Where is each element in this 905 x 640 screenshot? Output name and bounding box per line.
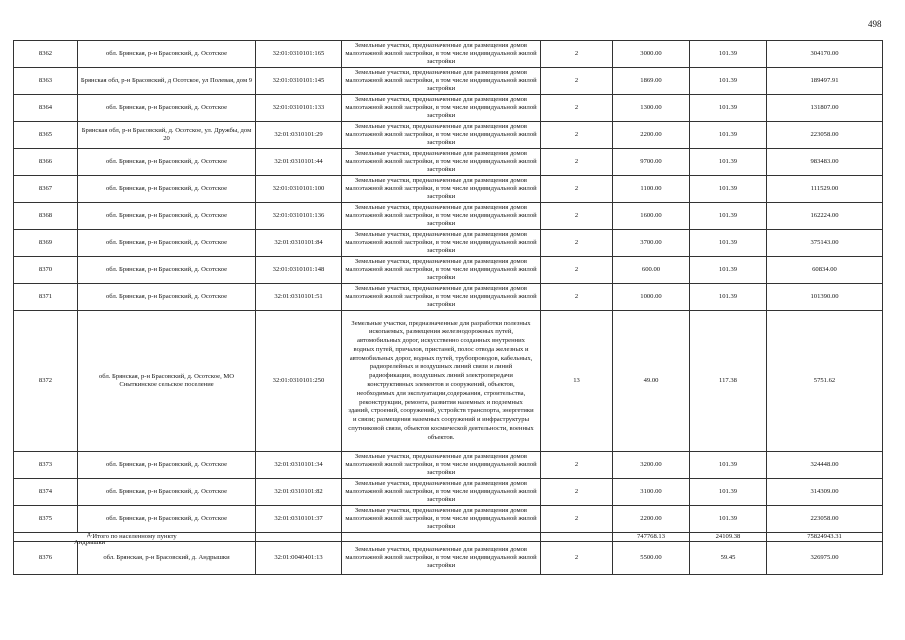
cadastral-value-cell: 5751.62 bbox=[767, 311, 883, 452]
rate-cell: 101.39 bbox=[690, 122, 767, 149]
area-cell: 3100.00 bbox=[613, 479, 690, 506]
land-use-cell: Земельные участки, предназначенные для размещения домов малоэтажной жилой застройки, в том числе индивидуальной жилой застройки bbox=[342, 542, 541, 575]
land-use-cell: Земельные участки, предназначенные для размещения домов малоэтажной жилой застройки, в том числе индивидуальной жилой застройки bbox=[342, 41, 541, 68]
area-cell: 600.00 bbox=[613, 257, 690, 284]
cadastral-number-cell: 32:01:0310101:250 bbox=[256, 311, 342, 452]
cadastral-number-cell: 32:01:0310101:136 bbox=[256, 203, 342, 230]
total-rate-cell: 24109.38 bbox=[690, 533, 767, 542]
row-number-cell: 8370 bbox=[14, 257, 78, 284]
area-cell: 49.00 bbox=[613, 311, 690, 452]
area-cell: 1300.00 bbox=[613, 95, 690, 122]
address-cell: обл. Брянская, р-н Брасовский, д. Осотское bbox=[78, 149, 256, 176]
rate-cell: 101.39 bbox=[690, 506, 767, 533]
table-row bbox=[14, 230, 883, 257]
land-use-cell: Земельные участки, предназначенные для размещения домов малоэтажной жилой застройки, в том числе индивидуальной жилой застройки bbox=[342, 149, 541, 176]
row-number-cell: 8369 bbox=[14, 230, 78, 257]
land-use-cell: Земельные участки, предназначенные для размещения домов малоэтажной жилой застройки, в том числе индивидуальной жилой застройки bbox=[342, 479, 541, 506]
land-use-cell: Земельные участки, предназначенные для размещения домов малоэтажной жилой застройки, в том числе индивидуальной жилой застройки bbox=[342, 95, 541, 122]
address-cell: обл. Брянская, р-н Брасовский, д. Осотское bbox=[78, 479, 256, 506]
address-cell: обл. Брянская, р-н Брасовский, д. Андрышки bbox=[78, 542, 256, 575]
row-number-cell: 8365 bbox=[14, 122, 78, 149]
category-cell: 2 bbox=[541, 506, 613, 533]
land-use-cell: Земельные участки, предназначенные для размещения домов малоэтажной жилой застройки, в том числе индивидуальной жилой застройки bbox=[342, 452, 541, 479]
cadastral-number-cell: 32:01:0310101:82 bbox=[256, 479, 342, 506]
address-cell: Брянская обл, р-н Брасовский, д Осотское, ул Полевая, дом 9 bbox=[78, 68, 256, 95]
row-number-cell: 8372 bbox=[14, 311, 78, 452]
empty-cell bbox=[541, 533, 613, 542]
cadastral-value-cell: 375143.00 bbox=[767, 230, 883, 257]
row-number-cell: 8374 bbox=[14, 479, 78, 506]
cadastral-value-cell: 223058.00 bbox=[767, 506, 883, 533]
cadastral-number-cell: 32:01:0310101:165 bbox=[256, 41, 342, 68]
table-row bbox=[14, 452, 883, 479]
rate-cell: 101.39 bbox=[690, 203, 767, 230]
land-use-cell: Земельные участки, предназначенные для размещения домов малоэтажной жилой застройки, в том числе индивидуальной жилой застройки bbox=[342, 176, 541, 203]
category-cell: 2 bbox=[541, 122, 613, 149]
table-row bbox=[14, 506, 883, 533]
cadastral-value-cell: 223058.00 bbox=[767, 122, 883, 149]
table-row bbox=[14, 41, 883, 68]
row-number-cell: 8368 bbox=[14, 203, 78, 230]
land-use-cell: Земельные участки, предназначенные для размещения домов малоэтажной жилой застройки, в том числе индивидуальной жилой застройки bbox=[342, 284, 541, 311]
rate-cell: 101.39 bbox=[690, 68, 767, 95]
land-use-cell: Земельные участки, предназначенные для размещения домов малоэтажной жилой застройки, в том числе индивидуальной жилой застройки bbox=[342, 122, 541, 149]
table-row bbox=[14, 311, 883, 452]
rate-cell: 101.39 bbox=[690, 284, 767, 311]
cadastral-value-cell: 131807.00 bbox=[767, 95, 883, 122]
row-number-cell: 8363 bbox=[14, 68, 78, 95]
area-cell: 2200.00 bbox=[613, 506, 690, 533]
row-number-cell: 8362 bbox=[14, 41, 78, 68]
land-use-cell: Земельные участки, предназначенные для размещения домов малоэтажной жилой застройки, в том числе индивидуальной жилой застройки bbox=[342, 68, 541, 95]
total-row bbox=[14, 533, 883, 542]
category-cell: 2 bbox=[541, 68, 613, 95]
category-cell: 2 bbox=[541, 542, 613, 575]
empty-cell bbox=[256, 533, 342, 542]
area-cell: 1100.00 bbox=[613, 176, 690, 203]
category-cell: 2 bbox=[541, 149, 613, 176]
total-area-cell: 747768.13 bbox=[613, 533, 690, 542]
address-cell: обл. Брянская, р-н Брасовский, д. Осотское bbox=[78, 41, 256, 68]
row-number-cell: 8371 bbox=[14, 284, 78, 311]
cadastral-value-cell: 189497.91 bbox=[767, 68, 883, 95]
category-cell: 2 bbox=[541, 284, 613, 311]
total-value-cell: 75824943.31 bbox=[767, 533, 883, 542]
area-cell: 5500.00 bbox=[613, 542, 690, 575]
category-cell: 2 bbox=[541, 203, 613, 230]
row-number-cell: 8373 bbox=[14, 452, 78, 479]
cadastral-value-cell: 326975.00 bbox=[767, 542, 883, 575]
cadastral-number-cell: 32:01:0310101:51 bbox=[256, 284, 342, 311]
table-row bbox=[14, 284, 883, 311]
table-row bbox=[14, 542, 883, 575]
address-cell: обл. Брянская, р-н Брасовский, д. Осотское bbox=[78, 95, 256, 122]
address-cell: обл. Брянская, р-н Брасовский, д. Осотское bbox=[78, 257, 256, 284]
address-cell: обл. Брянская, р-н Брасовский, д. Осотское bbox=[78, 176, 256, 203]
address-cell: обл. Брянская, р-н Брасовский, д. Осотское bbox=[78, 284, 256, 311]
category-cell: 2 bbox=[541, 176, 613, 203]
land-use-cell: Земельные участки, предназначенные для разработки полезных ископаемых, размещения железнодорожных путей, автомобильных дорог, искусственно созданных внутренних водных путей, причалов, пристаней, полос отвода железных и автомобильных дорог, водных путей, трубопроводов, кабельных, радиорелейных и воздушных линий связи и линий радиофикации, воздушных линий электропередачи конструктивных элементов и сооружений, объектов, необходимых для эксплуатации,содержания, строительства, реконструкции, ремонта, развития наземных и подземных зданий, строений, сооружений, устройств транспорта, энергетики и связи; размещения наземных сооружений и инфраструктуры спутниковой связи, объектов космической деятельности, военных объектов. bbox=[342, 311, 541, 452]
cadastral-number-cell: 32:01:0310101:145 bbox=[256, 68, 342, 95]
table-row bbox=[14, 479, 883, 506]
category-cell: 13 bbox=[541, 311, 613, 452]
land-use-cell: Земельные участки, предназначенные для размещения домов малоэтажной жилой застройки, в том числе индивидуальной жилой застройки bbox=[342, 257, 541, 284]
cadastral-number-cell: 32:01:0310101:100 bbox=[256, 176, 342, 203]
category-cell: 2 bbox=[541, 479, 613, 506]
cadastral-value-cell: 983483.00 bbox=[767, 149, 883, 176]
cadastral-number-cell: 32:01:0310101:29 bbox=[256, 122, 342, 149]
land-use-cell: Земельные участки, предназначенные для размещения домов малоэтажной жилой застройки, в том числе индивидуальной жилой застройки bbox=[342, 506, 541, 533]
cadastral-number-cell: 32:01:0040401:13 bbox=[256, 542, 342, 575]
area-cell: 1600.00 bbox=[613, 203, 690, 230]
category-cell: 2 bbox=[541, 452, 613, 479]
empty-cell bbox=[342, 533, 541, 542]
rate-cell: 101.39 bbox=[690, 257, 767, 284]
row-number-cell: 8376 д. Андрышки bbox=[14, 542, 78, 575]
category-cell: 2 bbox=[541, 230, 613, 257]
rate-cell: 101.39 bbox=[690, 479, 767, 506]
cadastral-number-cell: 32:01:0310101:84 bbox=[256, 230, 342, 257]
cadastral-value-cell: 324448.00 bbox=[767, 452, 883, 479]
table-row bbox=[14, 122, 883, 149]
land-use-cell: Земельные участки, предназначенные для размещения домов малоэтажной жилой застройки, в том числе индивидуальной жилой застройки bbox=[342, 203, 541, 230]
cadastral-value-cell: 162224.00 bbox=[767, 203, 883, 230]
total-label-cell: Итого по населенному пункту bbox=[14, 533, 256, 542]
address-cell: обл. Брянская, р-н Брасовский, д. Осотское bbox=[78, 203, 256, 230]
row-number-cell: 8367 bbox=[14, 176, 78, 203]
table-row bbox=[14, 95, 883, 122]
cadastral-value-cell: 111529.00 bbox=[767, 176, 883, 203]
area-cell: 9700.00 bbox=[613, 149, 690, 176]
row-number-cell: 8375 bbox=[14, 506, 78, 533]
table-row bbox=[14, 203, 883, 230]
cadastral-number-cell: 32:01:0310101:133 bbox=[256, 95, 342, 122]
table-body bbox=[14, 41, 883, 575]
cadastral-value-cell: 60834.00 bbox=[767, 257, 883, 284]
table-row bbox=[14, 68, 883, 95]
address-cell: обл. Брянская, р-н Брасовский, д. Осотское bbox=[78, 230, 256, 257]
area-cell: 3000.00 bbox=[613, 41, 690, 68]
rate-cell: 101.39 bbox=[690, 95, 767, 122]
rate-cell: 101.39 bbox=[690, 452, 767, 479]
address-cell: обл. Брянская, р-н Брасовский, д. Осотское bbox=[78, 452, 256, 479]
cadastral-number-cell: 32:01:0310101:37 bbox=[256, 506, 342, 533]
cadastral-value-cell: 314309.00 bbox=[767, 479, 883, 506]
land-use-cell: Земельные участки, предназначенные для размещения домов малоэтажной жилой застройки, в том числе индивидуальной жилой застройки bbox=[342, 230, 541, 257]
category-cell: 2 bbox=[541, 95, 613, 122]
locality-heading: д. Андрышки bbox=[74, 530, 106, 546]
row-number-cell: 8364 bbox=[14, 95, 78, 122]
rate-cell: 117.38 bbox=[690, 311, 767, 452]
cadastral-number-cell: 32:01:0310101:34 bbox=[256, 452, 342, 479]
cadastral-number-cell: 32:01:0310101:44 bbox=[256, 149, 342, 176]
area-cell: 1869.00 bbox=[613, 68, 690, 95]
category-cell: 2 bbox=[541, 41, 613, 68]
rate-cell: 59.45 bbox=[690, 542, 767, 575]
table-row bbox=[14, 176, 883, 203]
address-cell: Брянская обл, р-н Брасовский, д. Осотское, ул. Дружбы, дом 20 bbox=[78, 122, 256, 149]
category-cell: 2 bbox=[541, 257, 613, 284]
cadastral-value-cell: 101390.00 bbox=[767, 284, 883, 311]
table-row bbox=[14, 257, 883, 284]
cadastral-number-cell: 32:01:0310101:148 bbox=[256, 257, 342, 284]
table-row bbox=[14, 149, 883, 176]
land-registry-table bbox=[13, 40, 883, 575]
address-cell: обл. Брянская, р-н Брасовский, д. Осотское, МО Сныткинское сельское поселение bbox=[78, 311, 256, 452]
area-cell: 3700.00 bbox=[613, 230, 690, 257]
area-cell: 3200.00 bbox=[613, 452, 690, 479]
page-number: 498 bbox=[868, 19, 882, 29]
rate-cell: 101.39 bbox=[690, 230, 767, 257]
area-cell: 2200.00 bbox=[613, 122, 690, 149]
address-cell: обл. Брянская, р-н Брасовский, д. Осотское bbox=[78, 506, 256, 533]
rate-cell: 101.39 bbox=[690, 149, 767, 176]
cadastral-value-cell: 304170.00 bbox=[767, 41, 883, 68]
row-number-cell: 8366 bbox=[14, 149, 78, 176]
rate-cell: 101.39 bbox=[690, 41, 767, 68]
area-cell: 1000.00 bbox=[613, 284, 690, 311]
rate-cell: 101.39 bbox=[690, 176, 767, 203]
